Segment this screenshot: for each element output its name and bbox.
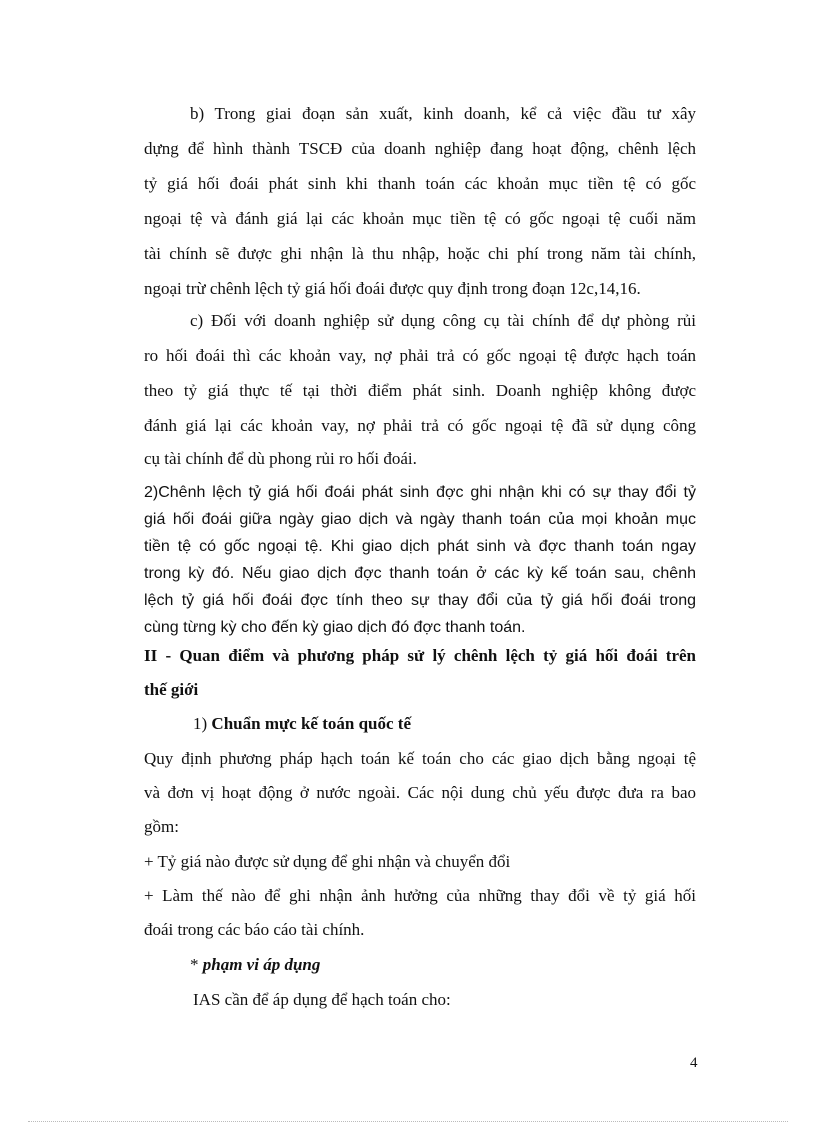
text-line: theo tỷ giá thực tế tại thời điểm phát sinh. Doanh nghiệp không được [144, 381, 696, 400]
text-line: + Làm thế nào để ghi nhận ảnh hưởng của những thay đổi về tỷ giá hối [144, 886, 696, 905]
heading-line: thế giới [144, 680, 199, 699]
text-line: tỷ giá hối đoái phát sinh khi thanh toán các khoản mục tiền tệ có gốc [144, 174, 696, 193]
bullet-item: + Tỷ giá nào được sử dụng để ghi nhận và chuyển đổi [144, 852, 511, 871]
scope-heading [190, 955, 320, 975]
heading-line: II - Quan điểm và phương pháp sử lý chênh lệch tỷ giá hối đoái trên [144, 646, 696, 665]
scope-title: phạm vi áp dụng [202, 955, 321, 974]
text-line: b) Trong giai đoạn sản xuất, kinh doanh, kể cả việc đầu tư xây [190, 104, 696, 123]
text-line: trong kỳ đó. Nếu giao dịch đợc thanh toán ở các kỳ kế toán sau, chênh [144, 565, 696, 582]
text-line: đoái trong các báo cáo tài chính. [144, 920, 365, 939]
text-line: giá hối đoái giữa ngày giao dịch và ngày thanh toán của mọi khoản mục [144, 511, 696, 528]
text-line: ngoại trừ chênh lệch tỷ giá hối đoái được quy định trong đoạn 12c,14,16. [144, 279, 641, 298]
text-line: tài chính sẽ được ghi nhận là thu nhập, hoặc chi phí trong năm tài chính, [144, 244, 696, 263]
subheading-title: Chuẩn mực kế toán quốc tế [211, 714, 411, 733]
text-line: lệch tỷ giá hối đoái đợc tính theo sự thay đổi của tỷ giá hối đoái trong [144, 592, 696, 609]
text-line: c) Đối với doanh nghiệp sử dụng công cụ tài chính để dự phòng rủi [190, 311, 696, 330]
subheading-number: 1) [193, 714, 212, 733]
text-line: tiền tệ có gốc ngoại tệ. Khi giao dịch phát sinh và đợc thanh toán ngay [144, 538, 696, 555]
text-line: đánh giá lại các khoản vay, nợ phải trả có gốc ngoại tệ đã sử dụng công [144, 416, 696, 435]
text-line: cùng từng kỳ cho đến kỳ giao dịch đó đợc thanh toán. [144, 619, 526, 636]
text-line: cụ tài chính để dù phong rủi ro hối đoái. [144, 449, 417, 468]
page-bottom-divider [28, 1121, 788, 1122]
text-line: ro hối đoái thì các khoản vay, nợ phải trả có gốc ngoại tệ được hạch toán [144, 346, 696, 365]
text-line: IAS cần để áp dụng để hạch toán cho: [193, 990, 451, 1009]
subheading [193, 714, 411, 734]
text-line: 2)Chênh lệch tỷ giá hối đoái phát sinh đợc ghi nhận khi có sự thay đổi tỷ [144, 484, 696, 501]
text-line: dựng để hình thành TSCĐ của doanh nghiệp đang hoạt động, chênh lệch [144, 139, 696, 158]
text-line: Quy định phương pháp hạch toán kế toán cho các giao dịch bằng ngoại tệ [144, 749, 696, 768]
text-line: gồm: [144, 817, 179, 836]
text-line: ngoại tệ và đánh giá lại các khoản mục tiền tệ có gốc ngoại tệ cuối năm [144, 209, 696, 228]
page-number: 4 [690, 1055, 698, 1071]
text-line: và đơn vị hoạt động ở nước ngoài. Các nội dung chủ yếu được đưa ra bao [144, 783, 696, 802]
scope-marker: * [190, 955, 203, 974]
